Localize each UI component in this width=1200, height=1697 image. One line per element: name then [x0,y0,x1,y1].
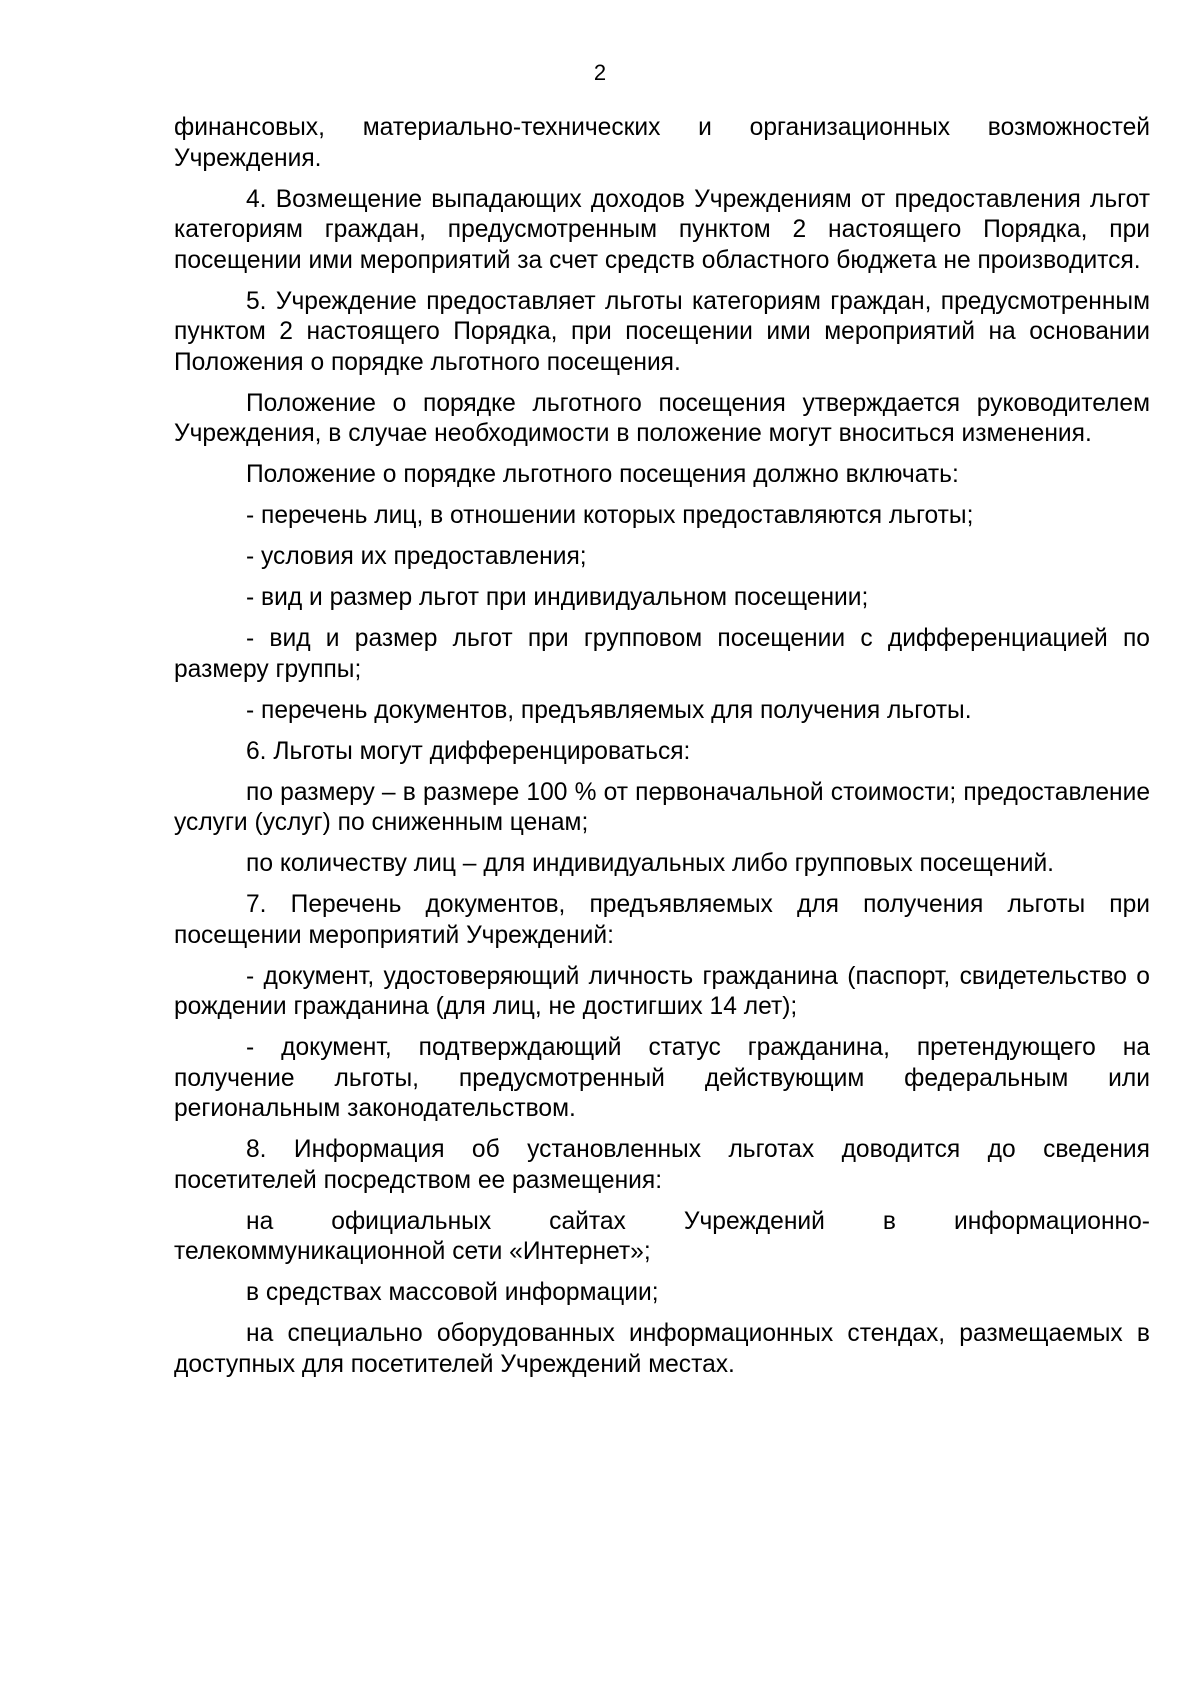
paragraph-continuation: финансовых, материально-технических и организационных возможностей Учреждения. [174,114,1150,172]
paragraph-regulation-approval: Положение о порядке льготного посещения утверждается руководителем Учреждения, в случае необходимости в положение могут вноситься изменения. [174,389,1150,447]
page-number: 2 [593,60,607,85]
paragraph-by-count: по количеству лиц – для индивидуальных либо групповых посещений. [246,850,1055,877]
paragraph-item-7: 7. Перечень документов, предъявляемых для получения льготы при посещении мероприятий Учреждений: [174,891,1150,949]
paragraph-item-6: 6. Льготы могут дифференцироваться: [246,737,691,765]
list-item-conditions: - условия их предоставления; [246,543,587,570]
paragraph-item-4: 4. Возмещение выпадающих доходов Учреждениям от предоставления льгот категориям граждан, предусмотренным пунктом 2 настоящего Порядка, при посещении ими мероприятий за счет средств областного бюджета не производится. [174,185,1150,274]
list-item-persons: - перечень лиц, в отношении которых предоставляются льготы; [246,502,974,529]
paragraph-mass-media: в средствах массовой информации; [246,1279,659,1306]
document-body [174,113,1150,1391]
paragraph-by-size: по размеру – в размере 100 % от первоначальной стоимости; предоставление услуги (услуг) по сниженным ценам; [174,778,1150,836]
list-item-identity-document: - документ, удостоверяющий личность гражданина (паспорт, свидетельство о рождении гражданина (для лиц, не достигших 14 лет); [174,962,1150,1020]
list-item-status-document: - документ, подтверждающий статус гражданина, претендующего на получение льготы, предусмотренный действующим федеральным или региональным законодательством. [174,1034,1150,1122]
list-item-individual: - вид и размер льгот при индивидуальном посещении; [246,584,869,611]
list-item-group: - вид и размер льгот при групповом посещении с дифференциацией по размеру группы; [174,625,1150,683]
paragraph-regulation-contents: Положение о порядке льготного посещения должно включать: [246,461,959,488]
paragraph-item-8: 8. Информация об установленных льготах доводится до сведения посетителей посредством ее размещения: [174,1136,1150,1194]
paragraph-item-5: 5. Учреждение предоставляет льготы категориям граждан, предусмотренным пунктом 2 настоящего Порядка, при посещении ими мероприятий на основании Положения о порядке льготного посещения. [174,287,1150,376]
paragraph-info-stands: на специально оборудованных информационных стендах, размещаемых в доступных для посетителей Учреждений местах. [174,1320,1150,1378]
list-item-documents: - перечень документов, предъявляемых для получения льготы. [246,696,972,724]
paragraph-websites: на официальных сайтах Учреждений в информационно-телекоммуникационной сети «Интернет»; [174,1207,1150,1265]
